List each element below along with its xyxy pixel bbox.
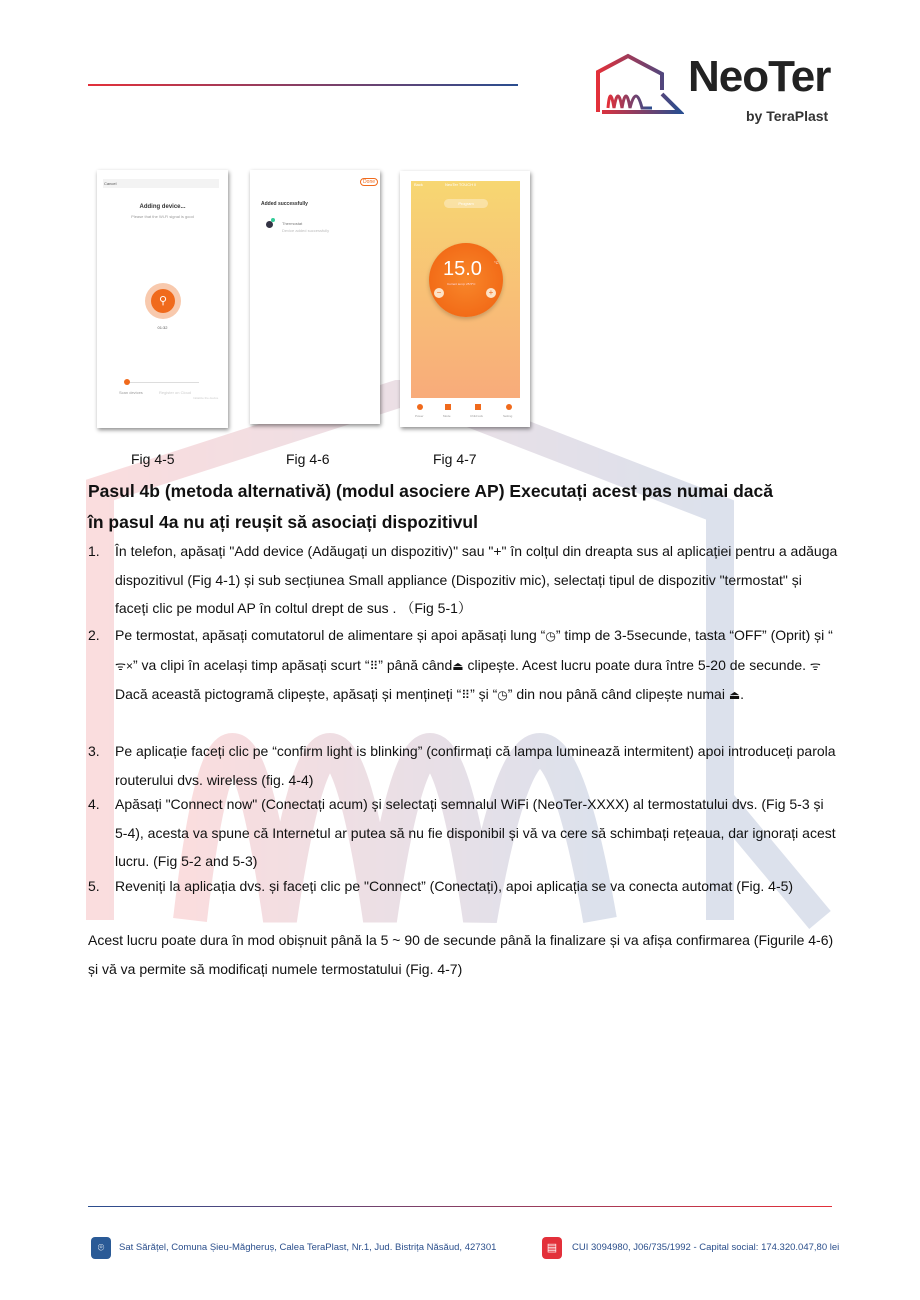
wifi-off-icon: ᯤ× (115, 658, 133, 673)
closing-paragraph: Acest lucru poate dura în mod obișnuit până la 5 ~ 90 de secunde până la finalizare și va afișa confirmarea (Figurile 4-6) și vă va permite să modificați numele termostatului (Fig. 4-7) (88, 932, 834, 977)
footer-company-info: CUI 3094980, J06/735/1992 - Capital social: 174.320.047,80 lei (572, 1242, 840, 1253)
item-number: 2. (88, 627, 100, 643)
search-icon: ⚲ (151, 289, 175, 313)
tab-power: Power (415, 414, 424, 418)
neoter-logo (592, 48, 837, 126)
step-label: Initialize the device (193, 396, 219, 400)
screenshot-added-successfully (250, 170, 380, 424)
document-icon: ▤ (542, 1237, 562, 1259)
figure-caption: Fig 4-6 (286, 451, 330, 467)
figure-caption: Fig 4-7 (433, 451, 477, 467)
text-segment: clipește. Acest lucru poate dura între 5-20 de secunde. (463, 656, 810, 673)
text-segment: ” timp de 3-5secunde, tasta “OFF” (Oprit) și “ (555, 627, 833, 643)
program-button: Program (444, 199, 488, 208)
header-divider (88, 84, 518, 86)
item-text: Reveniți la aplicația dvs. și faceți clic pe "Connect” (Conectați), apoi aplicația se va conecta automat (Fig. 4-5) (115, 878, 794, 894)
ap-mode-icon: ⏏ (728, 688, 741, 702)
screenshot-adding-device (97, 170, 228, 428)
text-segment: . (740, 686, 745, 702)
current-temp: Current temp: 25.5°C (447, 282, 476, 286)
figure-caption: Fig 4-5 (131, 451, 175, 467)
step-label: Register on Cloud (159, 390, 192, 395)
text-segment: ” și “ (470, 686, 498, 702)
timer: 01:32 (157, 325, 168, 330)
tab-setting: Setting (503, 414, 513, 418)
temperature-unit: °C (494, 260, 499, 265)
device-name: Thermostat (282, 221, 303, 226)
gear-icon (506, 404, 512, 410)
item-number: 5. (88, 878, 100, 894)
clock-icon: ◷ (497, 688, 508, 702)
plus-icon: + (486, 288, 496, 298)
brand-name: NeoTer (688, 52, 831, 101)
list-item (88, 737, 838, 794)
item-number: 4. (88, 796, 100, 812)
grid-icon: ⠿ (461, 688, 471, 702)
wifi-icon: ᯤ (809, 658, 821, 673)
device-status: Device added successfully (282, 228, 330, 233)
list-item (88, 790, 838, 876)
item-text: Pe aplicație faceți clic pe “confirm light is blinking” (confirmați că lampa luminează intermitent) apoi introduceți parola routerului dvs. wireless (fig. 4-4) (115, 743, 836, 788)
screenshot-thermostat (400, 171, 530, 427)
screen-subtitle: Please that the Wi-Fi signal is good (131, 214, 194, 219)
section-heading: în pasul 4a nu ați reușit să asociați dispozitivul (88, 512, 478, 532)
text-segment: Dacă această pictogramă clipește, apăsați și mențineți “ (115, 686, 462, 702)
list-item (88, 537, 838, 623)
list-item (88, 872, 838, 901)
item-number: 1. (88, 543, 100, 559)
back-button: Back (414, 182, 423, 187)
temperature-value: 15.0 (443, 258, 482, 280)
screen-title: Adding device... (139, 204, 186, 210)
footer-divider (88, 1206, 832, 1207)
done-button: Done (360, 178, 378, 186)
text-segment: ” din nou până când clipește numai (507, 686, 729, 702)
screen-title: NeoTer TOUCH II (445, 182, 477, 187)
screen-title: Added successfully (261, 201, 308, 207)
ap-mode-icon: ⏏ (452, 658, 464, 673)
step-label: Scan devices (119, 390, 143, 395)
section-heading: Pasul 4b (metoda alternativă) (modul asociere AP) Executați acest pas numai dacă (88, 481, 774, 501)
item-text (115, 621, 838, 710)
text-segment: ” până când (378, 656, 453, 673)
text-segment: ” va clipi în același timp apăsați scurt “ (132, 656, 370, 673)
item-text: În telefon, apăsați "Add device (Adăugați un dispozitiv)" sau "+" în colțul din dreapta sus al aplicației pentru a adăuga dispozitivul (Fig 4-1) și sub secțiunea Small appliance (Dispozitiv mic), selectați tipul de dispozitiv "termostat" și faceți clic pe modul AP în coltul drept de sus . （Fig 5-1） (115, 543, 838, 616)
minus-icon: − (434, 288, 444, 298)
lock-icon (475, 404, 481, 410)
house-logo-icon (592, 50, 684, 120)
clock-icon: ◷ (545, 629, 556, 643)
grid-icon: ⠿ (369, 658, 379, 673)
tab-mode: Mode (443, 414, 451, 418)
item-text: Apăsați "Connect now" (Conectați acum) și selectați semnalul WiFi (NeoTer-XXXX) al termostatului dvs. (Fig 5-3 și 5-4), acesta va spune că Internetul ar putea să nu fie disponibil și vă va cere să schimbați rețeaua, dar ignorați acest lucru. (Fig 5-2 and 5-3) (115, 796, 836, 869)
item-number: 3. (88, 743, 100, 759)
text-segment: Pe termostat, apăsați comutatorul de alimentare și apoi apăsați lung “ (115, 627, 546, 643)
cancel-button: Cancel (104, 181, 117, 186)
location-pin-icon: ⌾ (91, 1237, 111, 1259)
mode-icon (445, 404, 451, 410)
power-icon (417, 404, 423, 410)
tab-child-lock: Child lock (470, 414, 484, 418)
footer-address: Sat Sărățel, Comuna Șieu-Măgheruș, Calea TeraPlast, Nr.1, Jud. Bistrița Năsăud, 427301 (119, 1242, 497, 1253)
list-item (88, 621, 838, 710)
brand-subtitle: by TeraPlast (746, 108, 829, 124)
